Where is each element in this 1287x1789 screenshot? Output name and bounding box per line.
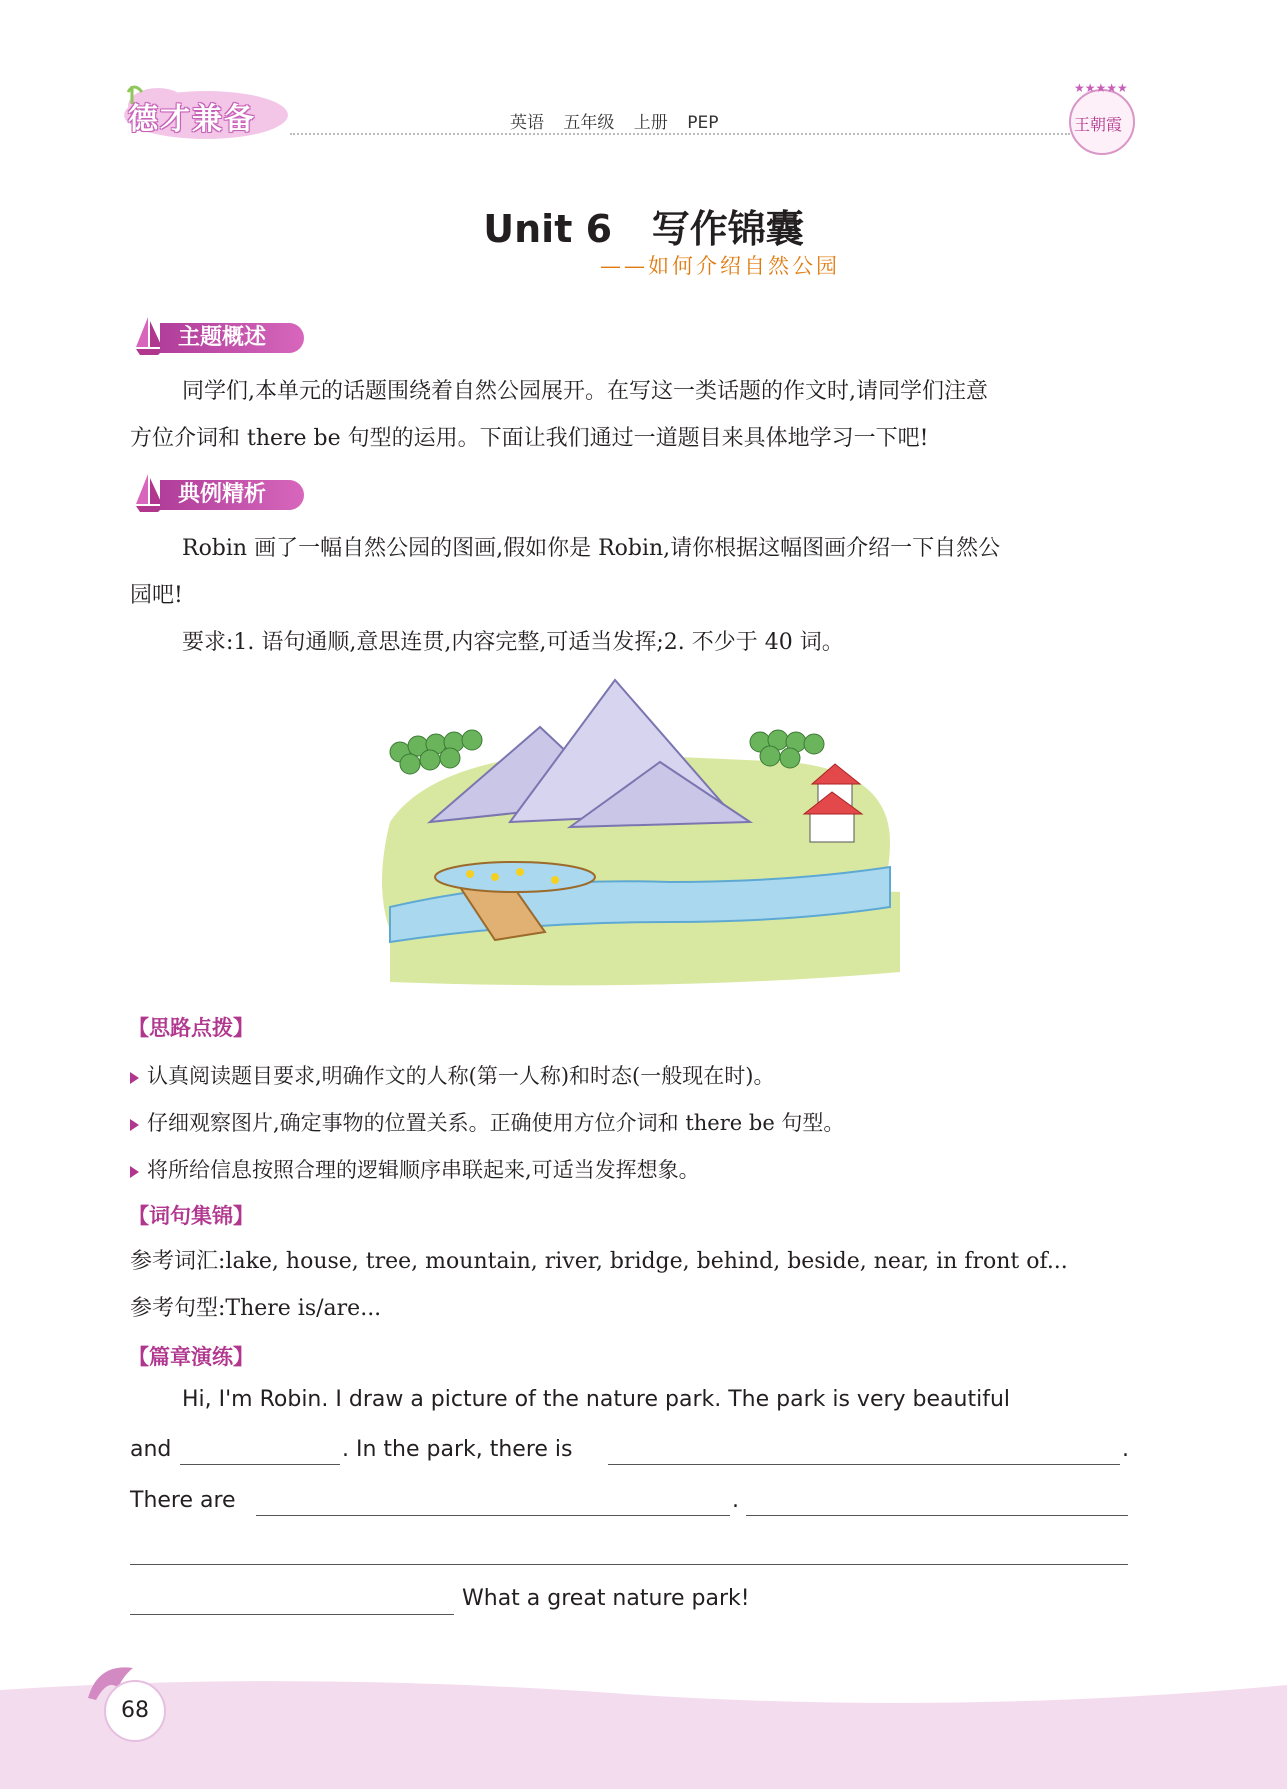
brand-logo — [118, 82, 293, 142]
essay-ending: What a great nature park! — [462, 1586, 750, 1611]
page-number: 68 — [104, 1680, 166, 1742]
section-label: 典例精析 — [160, 480, 304, 510]
overview-line-2: 方位介词和 there be 句型的运用。下面让我们通过一道题目来具体地学习一下吧! — [130, 426, 929, 451]
footer-wave-decoration — [0, 1660, 1287, 1789]
tip-item — [130, 1107, 844, 1137]
tips-heading: 【思路点拨】 — [128, 1016, 254, 1040]
answer-blank-5[interactable] — [130, 1564, 1128, 1565]
example-requirements: 要求:1. 语句通顺,意思连贯,内容完整,可适当发挥;2. 不少于 40 词。 — [182, 630, 844, 655]
tip-item-text: 认真阅读题目要求,明确作文的人称(第一人称)和时态(一般现在时)。 — [147, 1064, 775, 1088]
essay-and: and — [130, 1437, 172, 1462]
section-badge-overview — [130, 315, 330, 355]
essay-there-are: There are — [130, 1488, 236, 1513]
answer-blank-4[interactable] — [746, 1515, 1128, 1516]
section-badge-example — [130, 472, 330, 512]
brand-text: 德才兼备 — [128, 102, 256, 137]
essay-line-1: Hi, I'm Robin. I draw a picture of the nature park. The park is very beautiful — [182, 1387, 1011, 1412]
phrases-heading: 【词句集锦】 — [128, 1204, 254, 1228]
tip-item — [130, 1060, 774, 1090]
essay-period: . — [1122, 1437, 1129, 1462]
tip-item — [130, 1154, 700, 1184]
page-subtitle: ——如何介绍自然公园 — [600, 254, 840, 278]
essay-period-2: . — [732, 1488, 739, 1513]
bullet-triangle-icon — [130, 1166, 139, 1178]
tip-item-text: 将所给信息按照合理的逻辑顺序串联起来,可适当发挥想象。 — [147, 1158, 700, 1182]
practice-heading: 【篇章演练】 — [128, 1345, 254, 1369]
bullet-triangle-icon — [130, 1072, 139, 1084]
section-label: 主题概述 — [160, 323, 304, 353]
reference-pattern: 参考句型:There is/are... — [130, 1296, 382, 1321]
page-title: Unit 6 写作锦囊 — [483, 207, 804, 251]
bullet-triangle-icon — [130, 1119, 139, 1131]
example-line-2: 园吧! — [130, 583, 183, 608]
reference-vocab: 参考词汇:lake, house, tree, mountain, river, bridge, behind, beside, near, in front of... — [130, 1249, 1068, 1274]
stamp-name: 王朝霞 — [1074, 115, 1123, 134]
answer-blank-2[interactable] — [608, 1464, 1120, 1465]
example-line-1: Robin 画了一幅自然公园的图画,假如你是 Robin,请你根据这幅图画介绍一下自然公 — [182, 536, 1001, 561]
essay-in-park: . In the park, there is — [342, 1437, 573, 1462]
header-meta: 英语 五年级 上册 PEP — [510, 113, 719, 133]
nature-park-image — [370, 672, 910, 1002]
tip-item-text: 仔细观察图片,确定事物的位置关系。正确使用方位介词和 there be 句型。 — [147, 1111, 845, 1135]
overview-line-1: 同学们,本单元的话题围绕着自然公园展开。在写这一类话题的作文时,请同学们注意 — [182, 379, 988, 404]
answer-blank-1[interactable] — [180, 1464, 340, 1465]
header-divider — [290, 133, 1070, 135]
answer-blank-3[interactable] — [256, 1515, 730, 1516]
nature-park-illustration — [370, 672, 910, 1002]
author-stamp — [1062, 78, 1142, 158]
svg-text:★★★★★: ★★★★★ — [1074, 81, 1128, 95]
answer-blank-6[interactable] — [130, 1614, 454, 1615]
